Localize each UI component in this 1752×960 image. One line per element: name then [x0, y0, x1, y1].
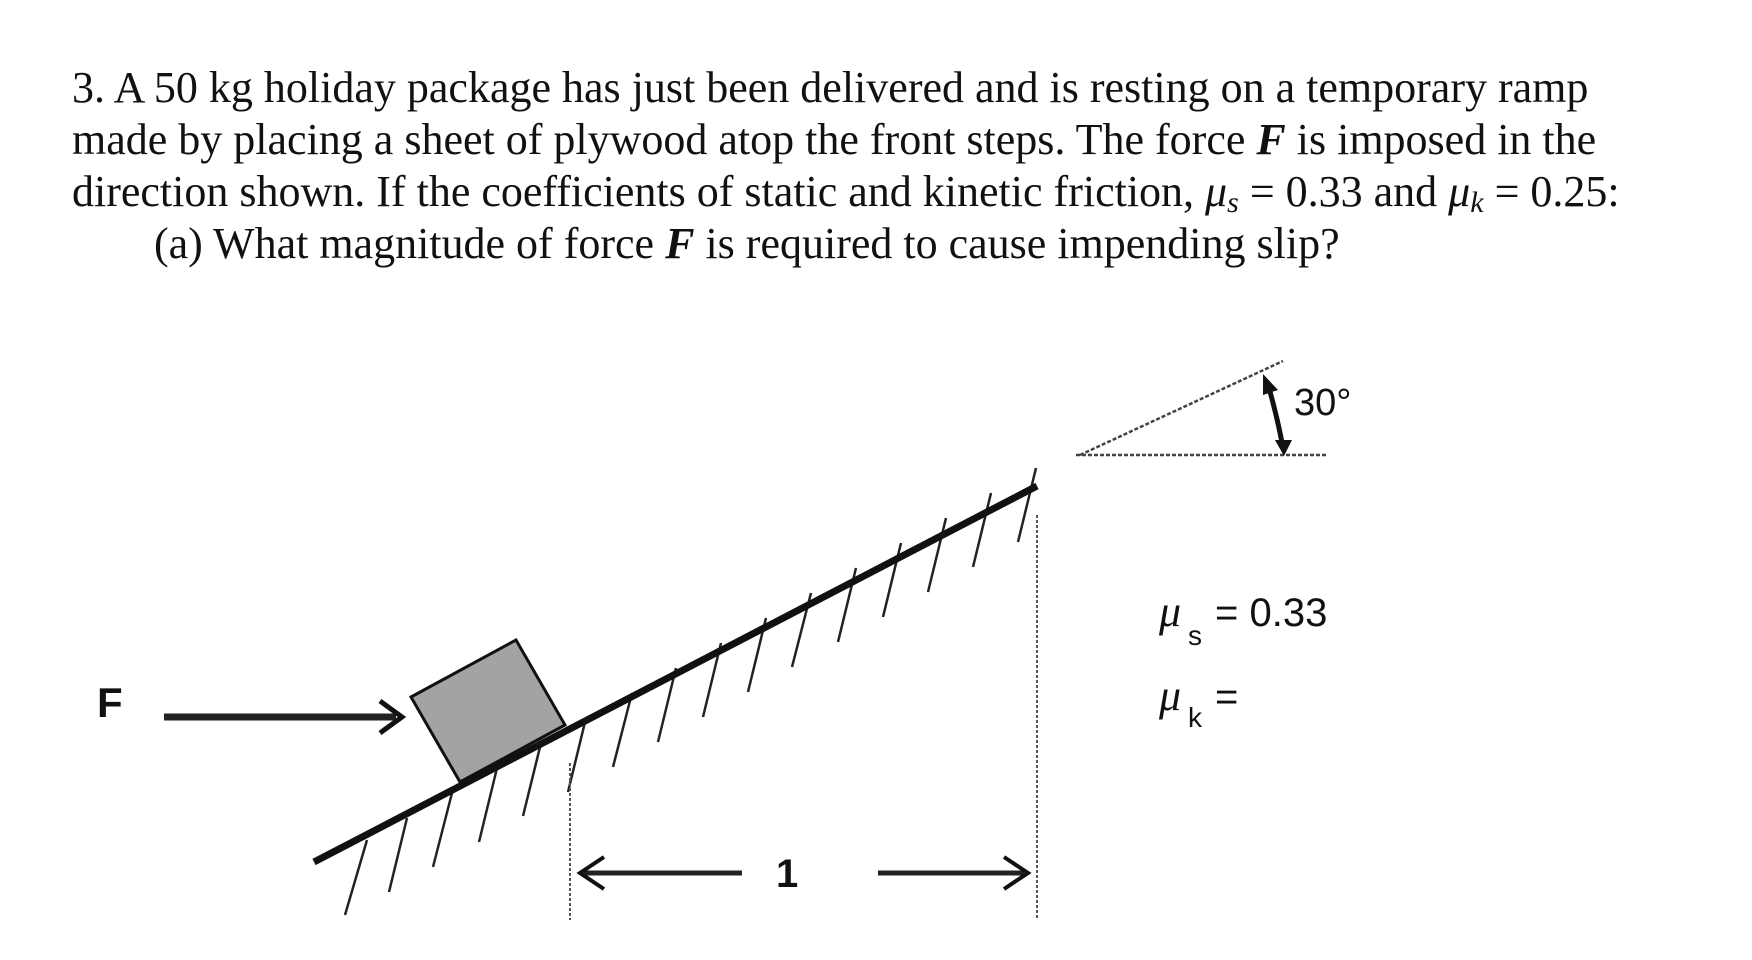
problem-line-1-text: A 50 kg holiday package has just been delivered and is resting on a temporary ramp — [113, 63, 1589, 112]
angle-arc-arrow — [1269, 388, 1283, 448]
diagram-mu-static-symbol: μ — [1159, 587, 1182, 636]
package-block — [411, 640, 565, 782]
diagram-mu-static-subscript: s — [1188, 620, 1202, 651]
mu-static-value: = 0.33 and — [1238, 167, 1449, 216]
mu-static-subscript: s — [1227, 186, 1239, 219]
diagram-mu-kinetic-value: = — [1215, 675, 1239, 719]
question-force-symbol: F — [665, 219, 695, 268]
force-symbol: F — [1256, 115, 1286, 164]
diagram-mu-static-value: = 0.33 — [1215, 591, 1328, 635]
angle-arrowhead-top — [1263, 374, 1278, 395]
diagram-mu-kinetic-subscript: k — [1188, 702, 1202, 733]
problem-line-2-text-b: is imposed in the — [1285, 115, 1597, 164]
problem-line-2-text-a: made by placing a sheet of plywood atop the front steps. The force — [72, 115, 1257, 164]
angle-reference-incline — [1080, 361, 1283, 455]
question-a-text-2: is required to cause impending slip? — [694, 219, 1340, 268]
question-a-text-1: (a) What magnitude of force — [154, 219, 666, 268]
mu-kinetic-symbol: μ — [1448, 167, 1471, 216]
dimension-label: 1 — [776, 852, 799, 896]
problem-number: 3. — [72, 63, 105, 112]
mu-static-symbol: μ — [1205, 167, 1228, 216]
problem-line-3-text: direction shown. If the coefficients of static and kinetic friction, — [72, 167, 1206, 216]
mu-kinetic-value: = 0.25: — [1483, 167, 1620, 216]
force-label: F — [97, 679, 123, 726]
ramp-surface — [314, 486, 1037, 862]
angle-arrowhead-bottom — [1275, 440, 1292, 456]
angle-label: 30° — [1294, 382, 1352, 424]
mu-kinetic-subscript: k — [1470, 186, 1484, 219]
diagram-mu-kinetic-symbol: μ — [1159, 671, 1182, 720]
